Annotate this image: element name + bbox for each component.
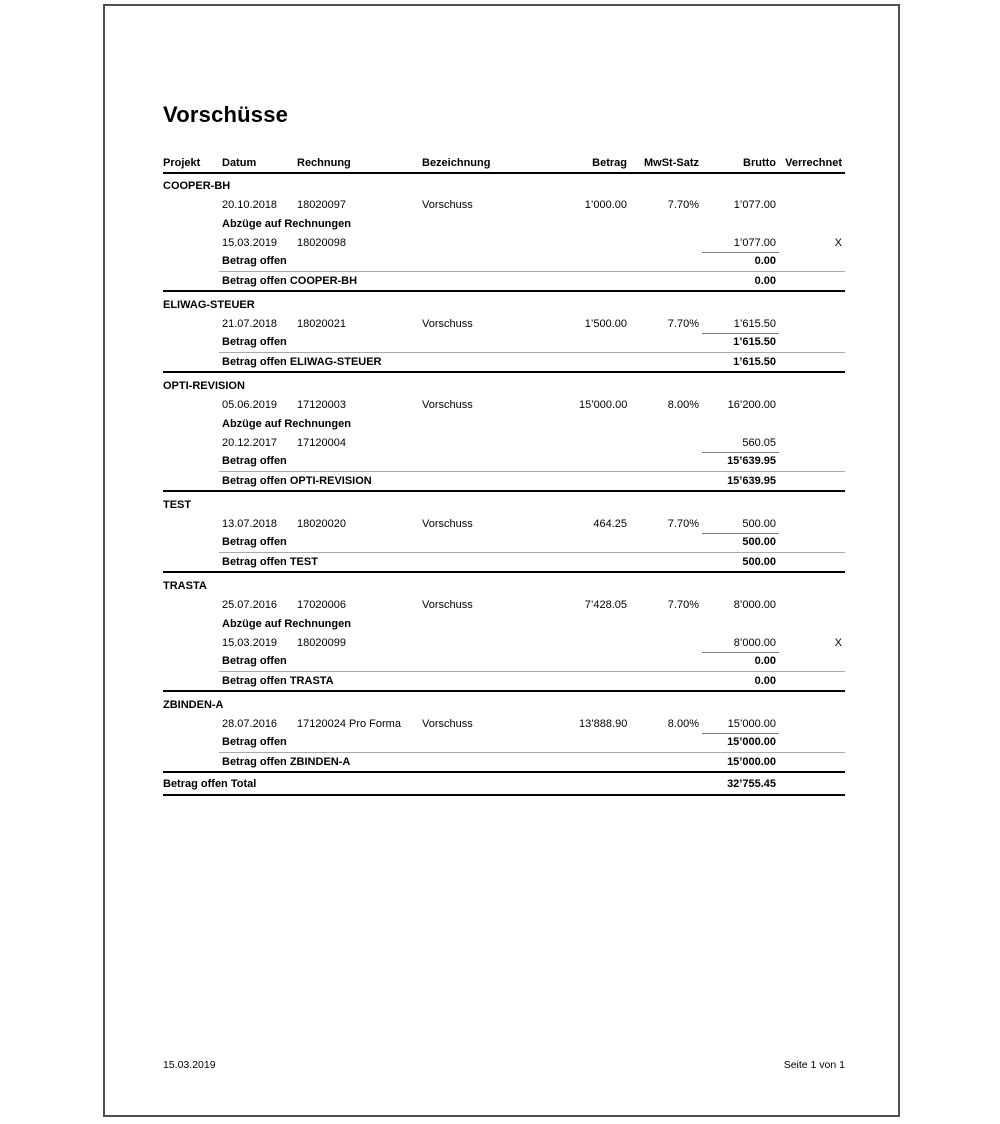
cell-verrechnet: X <box>834 637 842 649</box>
group-total-value: 15’000.00 <box>727 756 776 768</box>
spacer <box>779 334 845 352</box>
cell-datum: 15.03.2019 <box>222 637 278 649</box>
cell-bezeichnung <box>417 634 579 653</box>
open-amount-value: 0.00 <box>754 255 776 267</box>
cell-projekt <box>163 715 219 734</box>
open-amount-value: 15’000.00 <box>727 736 776 748</box>
cell-rechnung: 17120003 <box>297 399 346 411</box>
group-total-value: 500.00 <box>742 556 776 568</box>
cell-bezeichnung: Vorschuss <box>422 318 473 330</box>
cell-verrechnet <box>779 396 845 415</box>
cell-betrag: 1’000.00 <box>584 199 627 211</box>
cell-mwst-satz <box>630 434 702 453</box>
cell-betrag <box>579 434 630 453</box>
footer-date: 15.03.2019 <box>163 1059 216 1071</box>
open-amount-label: Betrag offen <box>222 255 287 267</box>
group-header-zbinden-a: ZBINDEN-A <box>163 699 224 711</box>
cell-datum: 20.12.2017 <box>222 437 278 449</box>
cell-datum: 20.10.2018 <box>222 199 278 211</box>
group-total-row <box>163 272 845 292</box>
column-header-brutto: Brutto <box>743 157 776 169</box>
cell-verrechnet: X <box>834 237 842 249</box>
open-amount-value: 500.00 <box>742 536 776 548</box>
cell-datum: 15.03.2019 <box>222 237 278 249</box>
open-amount-label: Betrag offen <box>222 536 287 548</box>
report-page <box>103 4 900 1117</box>
cell-mwst-satz: 8.00% <box>667 718 699 730</box>
entry-row <box>163 234 845 253</box>
group-header-eliwag-steuer: ELIWAG-STEUER <box>163 299 255 311</box>
cell-verrechnet <box>779 196 845 215</box>
cell-mwst-satz: 7.70% <box>667 318 699 330</box>
open-amount-row <box>219 334 845 353</box>
spacer <box>779 453 845 471</box>
spacer <box>779 672 845 690</box>
spacer <box>779 734 845 752</box>
open-amount-label: Betrag offen <box>222 655 287 667</box>
cell-projekt <box>163 315 219 334</box>
cell-betrag: 1’500.00 <box>584 318 627 330</box>
cell-mwst-satz: 7.70% <box>667 199 699 211</box>
cell-rechnung: 17020006 <box>297 599 346 611</box>
cell-rechnung: 18020097 <box>297 199 346 211</box>
advances-table <box>163 153 845 796</box>
cell-datum: 28.07.2016 <box>222 718 278 730</box>
entry-row <box>163 396 845 415</box>
group-total-row <box>163 672 845 692</box>
cell-bezeichnung: Vorschuss <box>422 199 473 211</box>
spacer <box>779 534 845 552</box>
cell-bezeichnung: Vorschuss <box>422 518 473 530</box>
cell-projekt <box>163 234 219 253</box>
group-header-opti-revision: OPTI-REVISION <box>163 380 245 392</box>
cell-brutto: 15’000.00 <box>702 715 779 734</box>
group-header-trasta: TRASTA <box>163 580 207 592</box>
deductions-label-row: Abzüge auf Rechnungen <box>222 618 351 630</box>
cell-verrechnet <box>779 434 845 453</box>
cell-mwst-satz: 8.00% <box>667 399 699 411</box>
column-header-rechnung: Rechnung <box>297 157 351 169</box>
open-amount-row <box>219 653 845 672</box>
cell-brutto: 16’200.00 <box>727 399 776 411</box>
open-amount-row <box>219 453 845 472</box>
cell-projekt <box>163 434 219 453</box>
cell-mwst-satz <box>630 234 702 253</box>
cell-rechnung: 17120004 <box>297 437 346 449</box>
deductions-label-row: Abzüge auf Rechnungen <box>222 218 351 230</box>
entry-row <box>163 315 845 334</box>
entry-row <box>163 715 845 734</box>
grand-total-spacer <box>779 776 845 794</box>
open-amount-row <box>219 734 845 753</box>
cell-bezeichnung <box>417 434 579 453</box>
cell-bezeichnung <box>417 234 579 253</box>
entry-row <box>163 634 845 653</box>
open-amount-value: 0.00 <box>754 655 776 667</box>
group-total-label: Betrag offen ELIWAG-STEUER <box>222 356 382 368</box>
group-total-label: Betrag offen TEST <box>222 556 318 568</box>
cell-mwst-satz <box>630 634 702 653</box>
open-amount-row <box>219 253 845 272</box>
cell-rechnung: 18020098 <box>297 237 346 249</box>
cell-verrechnet <box>779 715 845 734</box>
cell-brutto: 1’077.00 <box>733 199 776 211</box>
table-header-row <box>163 153 845 174</box>
cell-verrechnet <box>779 515 845 534</box>
grand-total-label: Betrag offen Total <box>163 778 257 790</box>
cell-datum: 13.07.2018 <box>222 518 278 530</box>
cell-bezeichnung: Vorschuss <box>422 399 473 411</box>
cell-verrechnet <box>779 596 845 615</box>
open-amount-label: Betrag offen <box>222 736 287 748</box>
group-total-value: 0.00 <box>754 275 776 287</box>
cell-projekt <box>163 515 219 534</box>
cell-brutto: 1’077.00 <box>702 234 779 253</box>
group-header-cooper-bh: COOPER-BH <box>163 180 231 192</box>
column-header-mwst-satz: MwSt-Satz <box>644 157 699 169</box>
cell-brutto: 8’000.00 <box>702 634 779 653</box>
open-amount-value: 1’615.50 <box>733 336 776 348</box>
open-amount-label: Betrag offen <box>222 336 287 348</box>
cell-brutto: 1’615.50 <box>702 315 779 334</box>
cell-datum: 25.07.2016 <box>222 599 278 611</box>
footer-page-number: Seite 1 von 1 <box>783 1059 845 1071</box>
cell-datum: 21.07.2018 <box>222 318 278 330</box>
cell-mwst-satz: 7.70% <box>667 599 699 611</box>
spacer <box>779 653 845 671</box>
column-header-bezeichnung: Bezeichnung <box>422 157 491 169</box>
entry-row <box>163 434 845 453</box>
cell-betrag <box>579 634 630 653</box>
cell-brutto: 500.00 <box>702 515 779 534</box>
cell-bezeichnung: Vorschuss <box>422 599 473 611</box>
group-total-label: Betrag offen COOPER-BH <box>222 275 358 287</box>
cell-rechnung: 18020021 <box>297 318 346 330</box>
entry-row <box>163 596 845 615</box>
group-total-value: 1’615.50 <box>733 356 776 368</box>
cell-rechnung: 18020020 <box>297 518 346 530</box>
cell-brutto: 560.05 <box>702 434 779 453</box>
entry-row <box>163 196 845 215</box>
cell-betrag: 464.25 <box>593 518 627 530</box>
cell-betrag <box>579 234 630 253</box>
column-header-datum: Datum <box>222 157 257 169</box>
cell-rechnung: 18020099 <box>297 637 346 649</box>
open-amount-label: Betrag offen <box>222 455 287 467</box>
spacer <box>779 472 845 490</box>
group-total-value: 0.00 <box>754 675 776 687</box>
cell-betrag: 7’428.05 <box>584 599 627 611</box>
cell-brutto: 8’000.00 <box>733 599 776 611</box>
group-total-value: 15’639.95 <box>727 475 776 487</box>
open-amount-value: 15’639.95 <box>727 455 776 467</box>
group-total-row <box>163 353 845 373</box>
group-total-label: Betrag offen TRASTA <box>222 675 334 687</box>
cell-bezeichnung: Vorschuss <box>422 718 473 730</box>
grand-total-value: 32’755.45 <box>727 778 776 790</box>
spacer <box>779 753 845 771</box>
page-footer <box>163 1058 845 1072</box>
entry-row <box>163 515 845 534</box>
open-amount-row <box>219 534 845 553</box>
group-total-label: Betrag offen OPTI-REVISION <box>222 475 372 487</box>
group-total-row <box>163 553 845 573</box>
group-header-test: TEST <box>163 499 192 511</box>
deductions-label-row: Abzüge auf Rechnungen <box>222 418 351 430</box>
column-header-betrag: Betrag <box>592 157 627 169</box>
spacer <box>779 272 845 290</box>
column-header-projekt: Projekt <box>163 157 201 169</box>
cell-betrag: 13’888.90 <box>579 718 628 730</box>
group-total-row <box>163 472 845 492</box>
cell-mwst-satz: 7.70% <box>667 518 699 530</box>
column-header-verrechnet: Verrechnet <box>785 157 842 169</box>
spacer <box>779 253 845 271</box>
cell-projekt <box>163 196 219 215</box>
spacer <box>779 553 845 571</box>
report-title: Vorschüsse <box>163 102 289 127</box>
spacer <box>779 353 845 371</box>
group-total-label: Betrag offen ZBINDEN-A <box>222 756 351 768</box>
cell-projekt <box>163 634 219 653</box>
table-body <box>163 176 845 773</box>
grand-total-row <box>163 776 845 796</box>
cell-betrag: 15’000.00 <box>579 399 628 411</box>
cell-projekt <box>163 396 219 415</box>
cell-projekt <box>163 596 219 615</box>
cell-verrechnet <box>779 315 845 334</box>
group-total-row <box>163 753 845 773</box>
cell-rechnung: 17120024 Pro Forma <box>297 718 401 730</box>
cell-datum: 05.06.2019 <box>222 399 278 411</box>
